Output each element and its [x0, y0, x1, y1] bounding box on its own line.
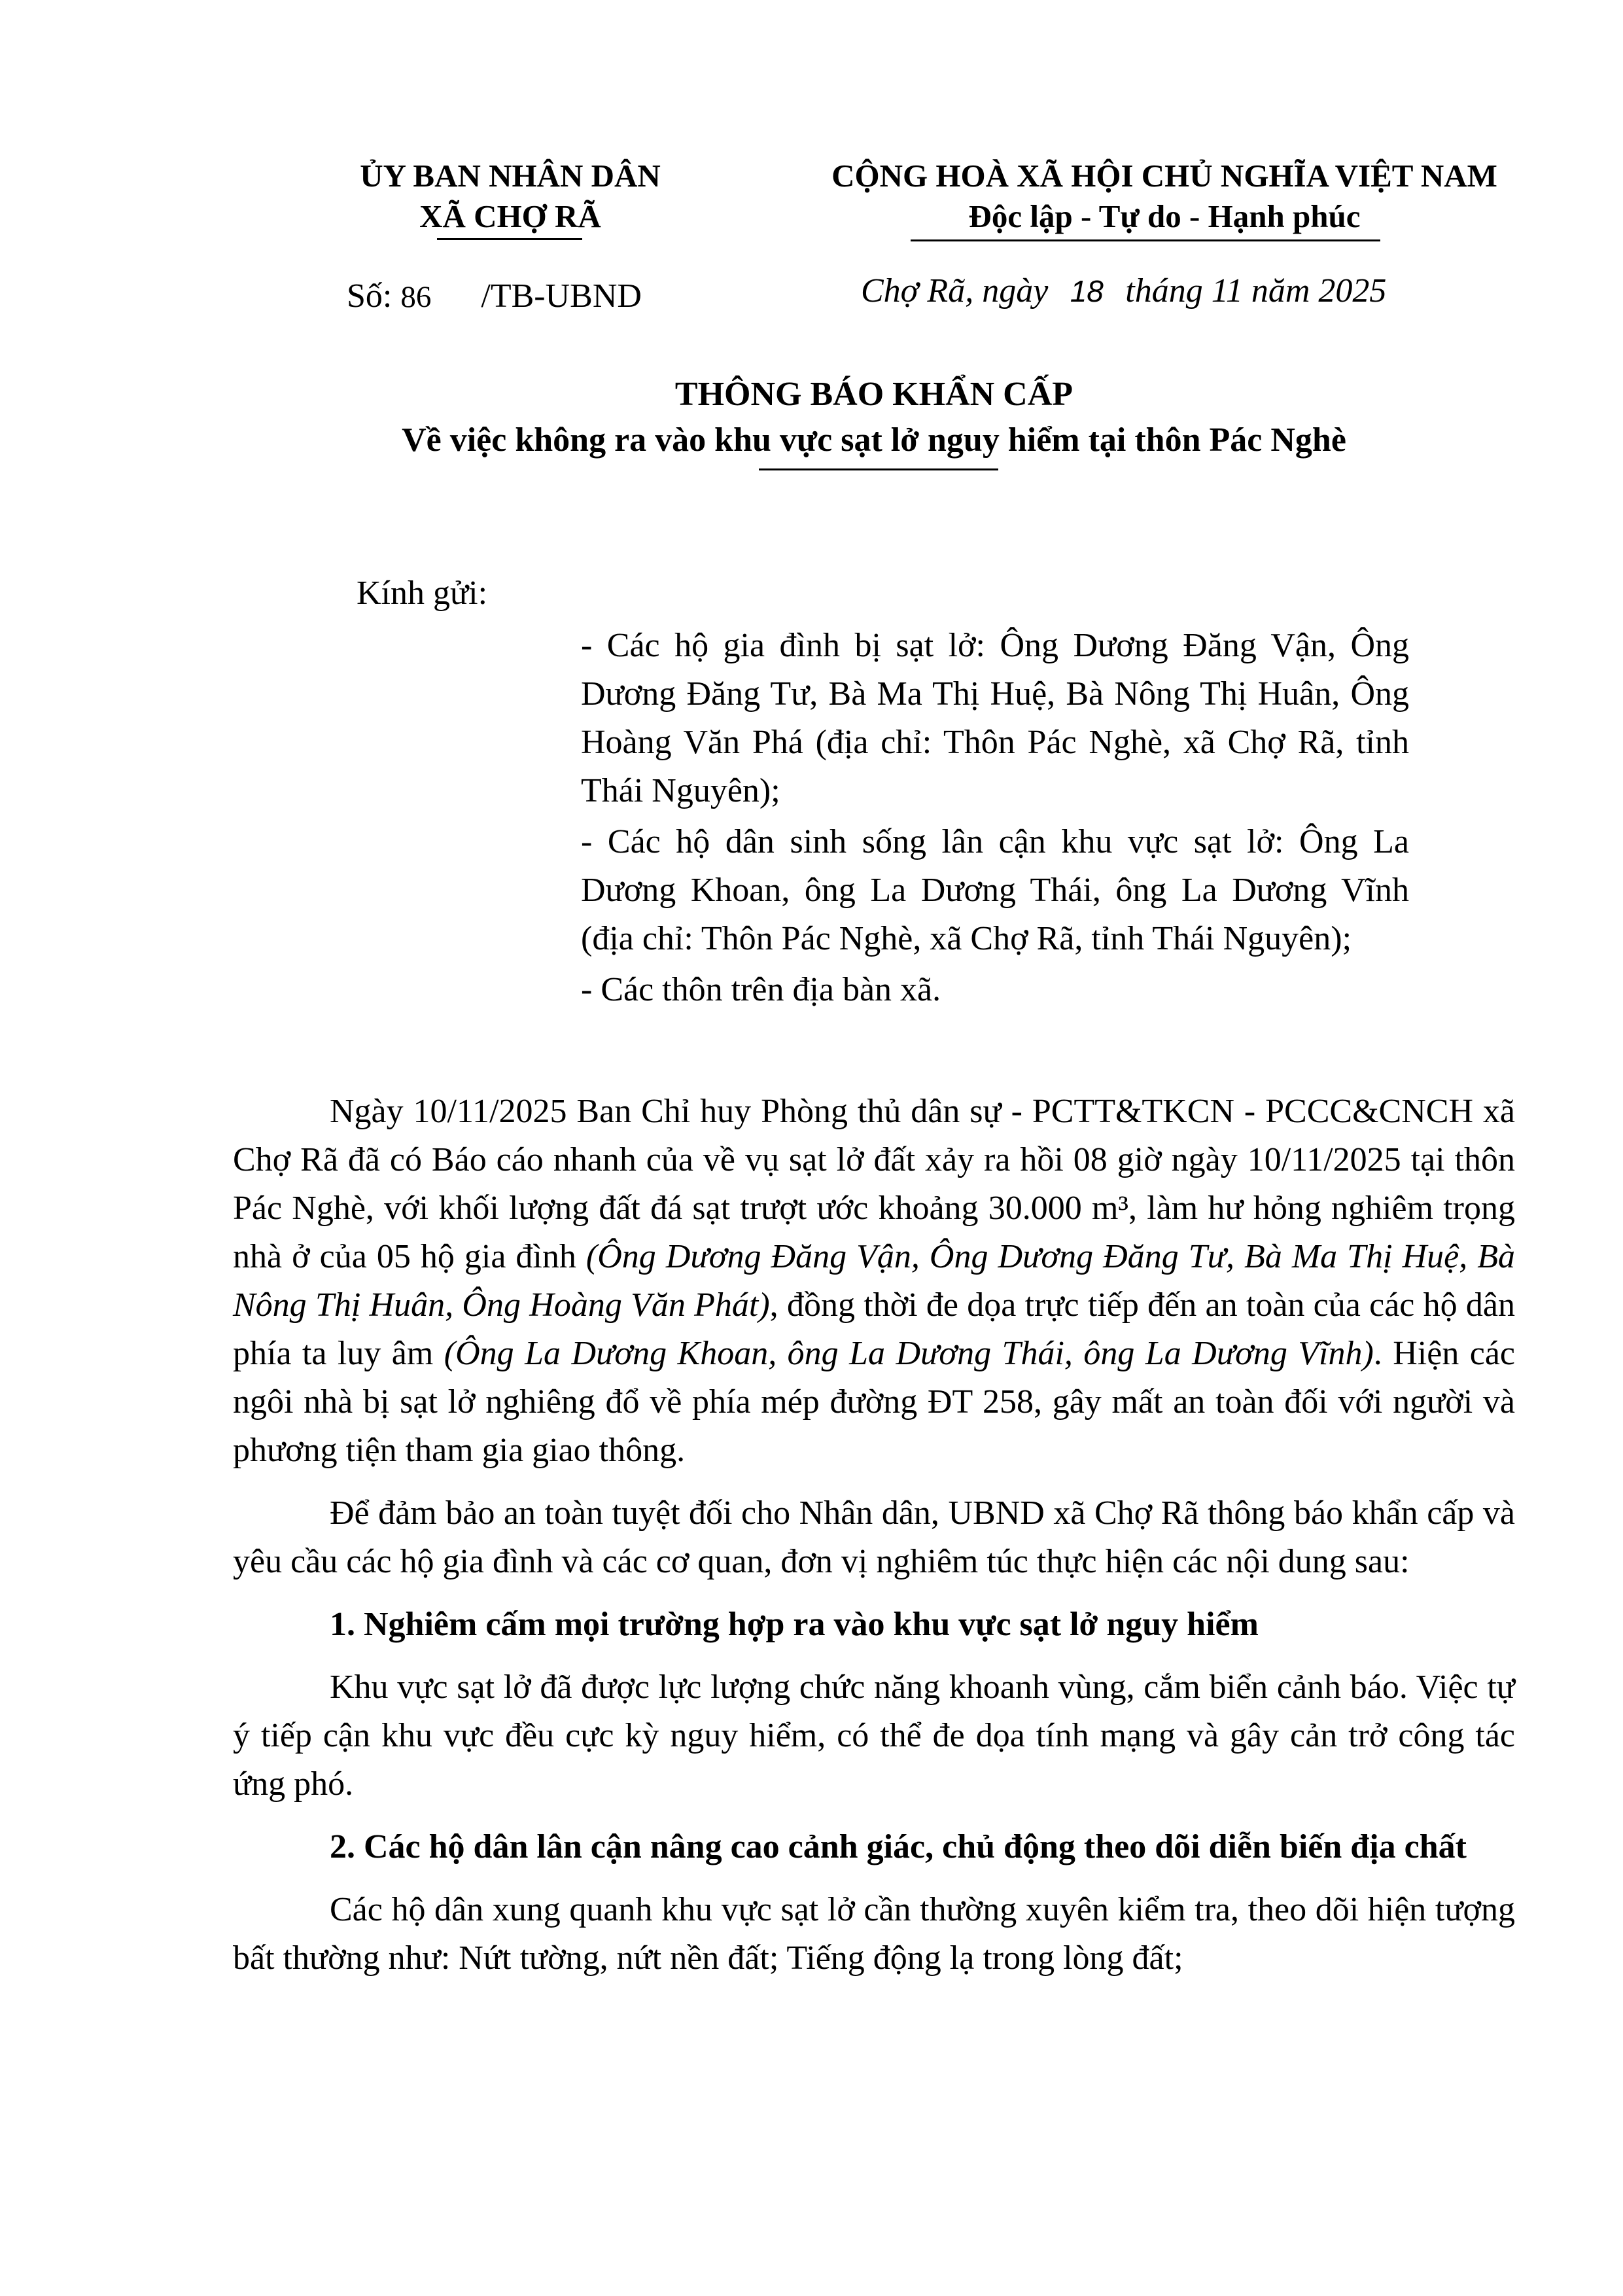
- p1-text-end: . Hiện các ngôi nhà bị sạt lở nghiêng đổ về phía mép đường ĐT 258, gây mất an toàn đối với người và phương tiện tham gia giao thông.: [233, 1335, 1515, 1469]
- date-place: Chợ Rã, ngày: [861, 272, 1049, 309]
- motto-underline: [911, 239, 1380, 241]
- document-date: [861, 271, 1386, 311]
- document-title: THÔNG BÁO KHẨN CẤP: [674, 376, 1073, 413]
- p1-affected-households: (Ông Dương Đăng Vận, Ông Dương Đăng Tư, Bà Ma Thị Huệ, Bà Nông Thị Huân, Ông Hoàng Văn Phát): [233, 1238, 1516, 1324]
- nation-motto: Độc lập - Tự do - Hạnh phúc: [968, 198, 1361, 234]
- body-paragraph-2: Để đảm bảo an toàn tuyệt đối cho Nhân dân, UBND xã Chợ Rã thông báo khẩn cấp và yêu cầu các hộ gia đình và các cơ quan, đơn vị nghiêm túc thực hiện các nội dung sau:: [233, 1494, 1515, 1580]
- p1-text-cont: , đồng thời đe dọa trực tiếp đến an toàn của các hộ dân phía ta luy âm: [233, 1286, 1515, 1372]
- p1-text: Ngày 10/11/2025 Ban Chỉ huy Phòng thủ dân sự - PCTT&TKCN - PCCC&CNCH xã Chợ Rã đã có Báo cáo nhanh của về vụ sạt lở đất xảy ra hồi 08 giờ ngày 10/11/2025 tại thôn Pác Nghè, với khối lượng đất đá sạt trượt ước khoảng 30.000 m³, làm hư hỏng nghiêm trọng nhà ở của 05 hộ gia đình: [233, 1093, 1515, 1275]
- number-suffix: /TB-UBND: [481, 277, 642, 315]
- number-prefix: Số:: [347, 277, 393, 315]
- body-paragraph-3: Khu vực sạt lở đã được lực lượng chức năng khoanh vùng, cắm biển cảnh báo. Việc tự ý tiếp cận khu vực đều cực kỳ nguy hiểm, có thể đe dọa tính mạng và gây cản trở công tác ứng phó.: [233, 1669, 1515, 1803]
- org-name-line2: XÃ CHỢ RÃ: [419, 198, 601, 234]
- p1-nearby-households: (Ông La Dương Khoan, ông La Dương Thái, ông La Dương Vĩnh): [444, 1335, 1374, 1372]
- recipient-item: - Các thôn trên địa bàn xã.: [581, 971, 941, 1008]
- recipient-item: - Các hộ dân sinh sống lân cận khu vực sạt lở: Ông La Dương Khoan, ông La Dương Thái, ông La Dương Vĩnh (địa chỉ: Thôn Pác Nghè, xã Chợ Rã, tỉnh Thái Nguyên);: [581, 823, 1409, 957]
- recipient-label: Kính gửi:: [357, 574, 488, 612]
- body-paragraph-1: [233, 1087, 1515, 1475]
- nation-line1: CỘNG HOÀ XÃ HỘI CHỦ NGHĨA VIỆT NAM: [831, 158, 1497, 194]
- recipient-item: - Các hộ gia đình bị sạt lở: Ông Dương Đăng Vận, Ông Dương Đăng Tư, Bà Ma Thị Huệ, Bà Nông Thị Huân, Ông Hoàng Văn Phá (địa chỉ: Thôn Pác Nghè, xã Chợ Rã, tỉnh Thái Nguyên);: [581, 627, 1409, 809]
- org-underline: [437, 238, 582, 240]
- document-body: [233, 1087, 1515, 1983]
- number-value: 86: [400, 280, 432, 314]
- body-paragraph-4: Các hộ dân xung quanh khu vực sạt lở cần thường xuyên kiểm tra, theo dõi hiện tượng bất thường như: Nứt tường, nứt nền đất; Tiếng động lạ trong lòng đất;: [233, 1891, 1515, 1977]
- org-name-line1: ỦY BAN NHÂN DÂN: [360, 158, 661, 194]
- title-underline: [759, 468, 998, 470]
- date-day: 18: [1070, 274, 1104, 308]
- recipient-list: [581, 622, 1409, 1017]
- date-rest: tháng 11 năm 2025: [1125, 272, 1387, 309]
- document-subject: Về việc không ra vào khu vực sạt lở nguy hiểm tại thôn Pác Nghè: [402, 421, 1346, 459]
- section-heading-1: 1. Nghiêm cấm mọi trường hợp ra vào khu vực sạt lở nguy hiểm: [330, 1606, 1259, 1643]
- document-number: [347, 276, 642, 317]
- section-heading-2: 2. Các hộ dân lân cận nâng cao cảnh giác, chủ động theo dõi diễn biến địa chất: [330, 1828, 1467, 1865]
